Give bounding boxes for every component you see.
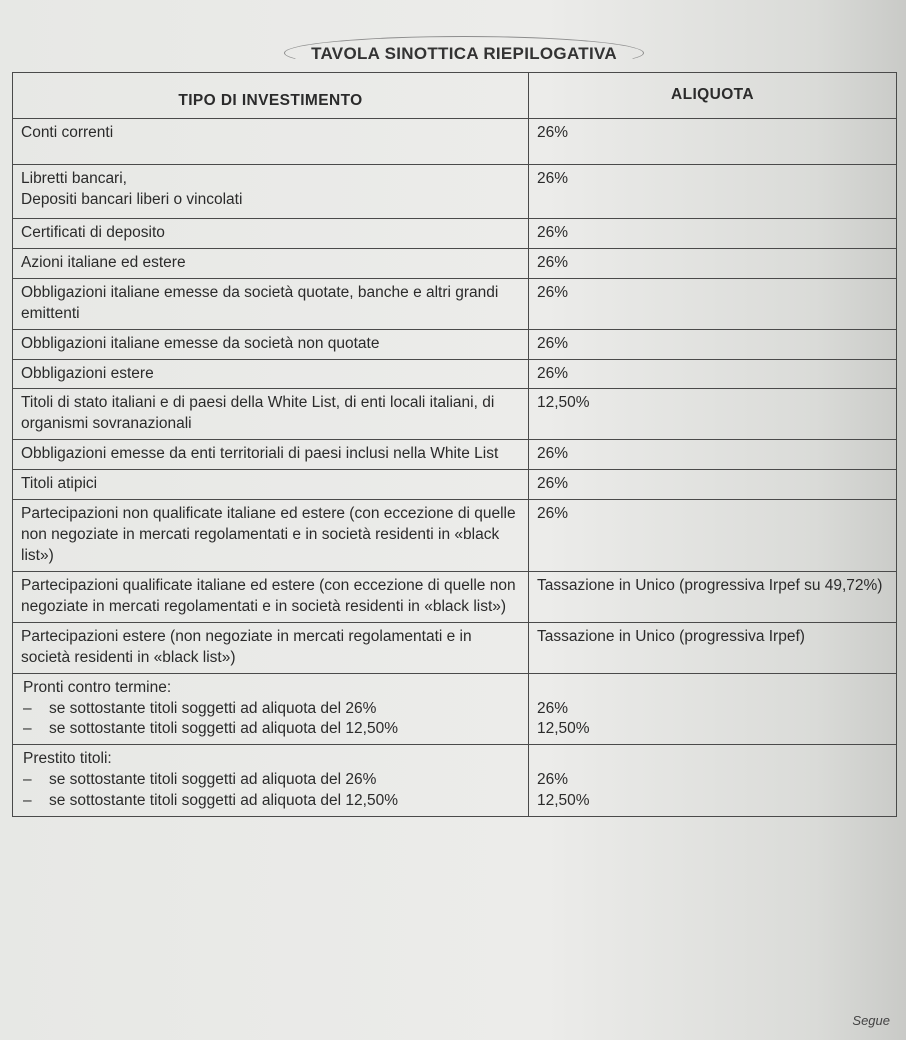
table-row: [13, 470, 897, 500]
table-row: [13, 673, 897, 745]
rate-value: 12,50%: [537, 720, 590, 738]
investment-type: Obbligazioni emesse da enti territoriali di paesi inclusi nella White List: [13, 440, 529, 470]
table-row: [13, 248, 897, 278]
rate: 26%: [529, 218, 897, 248]
table-row: [13, 389, 897, 440]
rate: 12,50%: [529, 389, 897, 440]
investment-type: Azioni italiane ed estere: [13, 248, 529, 278]
table-row: [13, 118, 897, 164]
investment-type-line: Depositi bancari liberi o vincolati: [21, 190, 243, 208]
rate: Tassazione in Unico (progressiva Irpef su 49,72%): [529, 571, 897, 622]
dash-bullet: –: [23, 720, 32, 738]
investment-type: [13, 673, 529, 745]
list-item-text: se sottostante titoli soggetti ad aliquota del 12,50%: [49, 792, 398, 810]
rate: 26%: [529, 500, 897, 572]
header-row: [13, 73, 897, 119]
investment-type: Certificati di deposito: [13, 218, 529, 248]
table-row: [13, 329, 897, 359]
investment-type: Partecipazioni estere (non negoziate in mercati regolamentati e in società residenti in «black list»): [13, 622, 529, 673]
list-item-text: se sottostante titoli soggetti ad aliquota del 12,50%: [49, 720, 398, 738]
table-body: [13, 118, 897, 816]
dash-bullet: –: [23, 771, 32, 789]
table-row: [13, 622, 897, 673]
table-title: TAVOLA SINOTTICA RIEPILOGATIVA: [311, 44, 617, 63]
investment-type: Titoli di stato italiani e di paesi della White List, di enti locali italiani, di organismi sovranazionali: [13, 389, 529, 440]
investment-type: [13, 164, 529, 218]
rate-value: 12,50%: [537, 792, 590, 810]
dash-bullet: –: [23, 699, 32, 717]
header-aliquota: ALIQUOTA: [529, 73, 897, 119]
dash-bullet: –: [23, 792, 32, 810]
rate: 26%: [529, 118, 897, 164]
table-row: [13, 164, 897, 218]
table-row: [13, 571, 897, 622]
summary-table: [12, 72, 897, 817]
table-row: [13, 278, 897, 329]
table-row: [13, 218, 897, 248]
investment-type: Obbligazioni italiane emesse da società non quotate: [13, 329, 529, 359]
table-title-box: [284, 36, 644, 70]
subgroup-title: Pronti contro termine:: [23, 678, 172, 696]
list-item: [21, 699, 520, 720]
table-row: [13, 440, 897, 470]
investment-type: Obbligazioni estere: [13, 359, 529, 389]
rate: 26%: [529, 470, 897, 500]
rate: 26%: [529, 440, 897, 470]
table-row: [13, 359, 897, 389]
table-row: [13, 500, 897, 572]
investment-type: Titoli atipici: [13, 470, 529, 500]
rate: 26%: [529, 359, 897, 389]
continued-note: Segue: [852, 1013, 890, 1028]
list-item-text: se sottostante titoli soggetti ad aliquota del 26%: [49, 771, 377, 789]
list-item: [21, 719, 520, 740]
list-item: [21, 770, 520, 791]
rate: Tassazione in Unico (progressiva Irpef): [529, 622, 897, 673]
subgroup-title: Prestito titoli:: [23, 750, 112, 768]
investment-type: [13, 745, 529, 817]
list-item-text: se sottostante titoli soggetti ad aliquota del 26%: [49, 699, 377, 717]
investment-type: Obbligazioni italiane emesse da società quotate, banche e altri grandi emittenti: [13, 278, 529, 329]
investment-type: Partecipazioni qualificate italiane ed estere (con eccezione di quelle non negoziate in mercati regolamentati e in società residenti in «black list»): [13, 571, 529, 622]
investment-type: Partecipazioni non qualificate italiane ed estere (con eccezione di quelle non negoziate in mercati regolamentati e in società residenti in «black list»): [13, 500, 529, 572]
rate: 26%: [529, 248, 897, 278]
rate: [529, 745, 897, 817]
rate: 26%: [529, 164, 897, 218]
table-row: [13, 745, 897, 817]
investment-type-line: Libretti bancari,: [21, 169, 127, 187]
investment-type: Conti correnti: [13, 118, 529, 164]
rate-value: 26%: [537, 771, 569, 789]
rate: 26%: [529, 278, 897, 329]
rate: 26%: [529, 329, 897, 359]
header-tipo: TIPO DI INVESTIMENTO: [13, 73, 529, 119]
rate: [529, 673, 897, 745]
rate-value: 26%: [537, 699, 569, 717]
list-item: [21, 791, 520, 812]
